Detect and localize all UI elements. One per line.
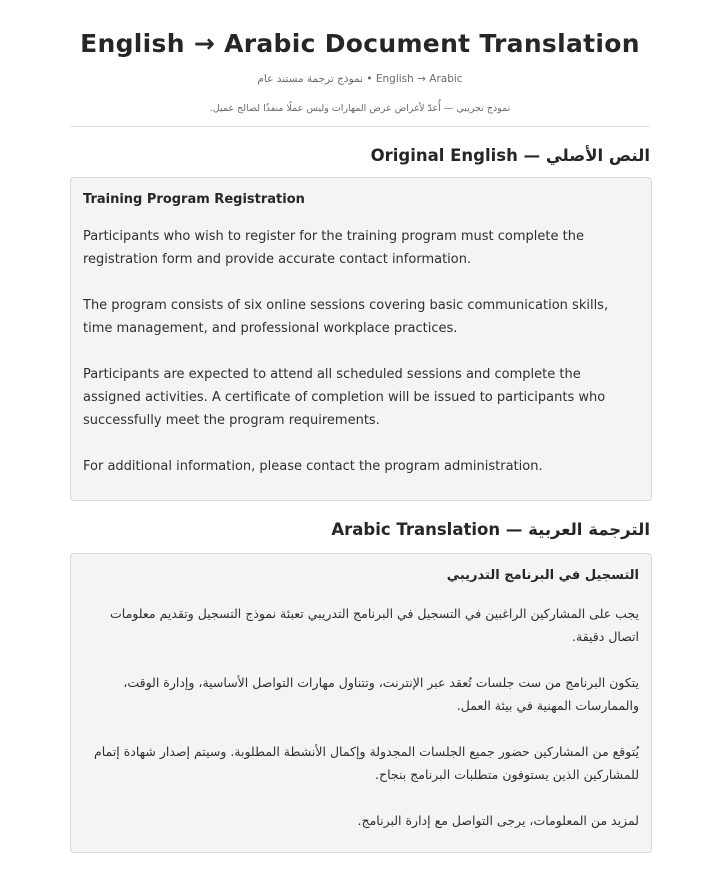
original-text-box: [70, 177, 652, 501]
translation-heading: التسجيل في البرنامج التدريبي: [446, 568, 639, 583]
original-section-heading-ar: النص الأصلي: [545, 146, 650, 165]
original-section-heading-en: Original English —: [370, 146, 541, 165]
header-divider: [70, 126, 650, 127]
translation-paragraph: يُتوقع من المشاركين حضور جميع الجلسات المجدولة وإكمال الأنشطة المطلوبة. وسيتم إصدار شهادة إتمام للمشاركين الذين يستوفون متطلبات البرنامج بنجاح.: [94, 744, 639, 782]
original-section-heading: [70, 145, 650, 167]
translation-section-heading: [70, 519, 650, 541]
original-paragraph: Participants who wish to register for the training program must complete the registration form and provide accurate contact information.: [83, 229, 584, 267]
page-subtitle: English → Arabic • نموذج ترجمة مستند عام: [257, 73, 463, 85]
translation-section-heading-ar: الترجمة العربية: [528, 520, 650, 539]
translation-paragraph: لمزيد من المعلومات، يرجى التواصل مع إدارة البرنامج.: [357, 813, 639, 828]
translation-text-box: [70, 553, 652, 853]
original-paragraph: For additional information, please contact the program administration.: [83, 459, 543, 474]
document-page: [70, 0, 650, 853]
page-title: English → Arabic Document Translation: [80, 29, 640, 58]
original-paragraph: The program consists of six online sessions covering basic communication skills, time management, and professional workplace practices.: [83, 298, 609, 336]
original-paragraph: Participants are expected to attend all scheduled sessions and complete the assigned activities. A certificate of completion will be issued to participants who successfully meet the program requirements.: [83, 367, 606, 428]
translation-paragraph: يجب على المشاركين الراغبين في التسجيل في البرنامج التدريبي تعبئة نموذج التسجيل وتقديم معلومات اتصال دقيقة.: [110, 606, 639, 644]
original-heading: Training Program Registration: [83, 192, 305, 207]
translation-section-heading-en: Arabic Translation —: [331, 520, 523, 539]
translation-paragraph: يتكون البرنامج من ست جلسات تُعقد عبر الإنترنت، وتتناول مهارات التواصل الأساسية، وإدارة الوقت، والممارسات المهنية في بيئة العمل.: [123, 675, 639, 713]
disclaimer-note: نموذج تجريبي — أُعدّ لأغراض عرض المهارات وليس عملًا منفذًا لصالح عميل.: [209, 103, 511, 114]
